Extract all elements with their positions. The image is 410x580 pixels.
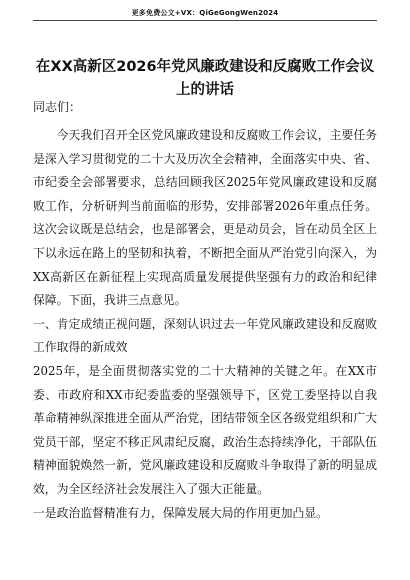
document-body — [33, 124, 377, 525]
section-heading-1: 一、肯定成绩正视问题，深刻认识过去一年党风廉政建设和反腐败工作取得的新成效 — [33, 316, 377, 355]
page-header: 更多免费公文+VX：QiGeGongWen2024 — [131, 9, 279, 17]
paragraph-political-supervision: 一是政治监督精准有力，保障发展大局的作用更加凸显。 — [33, 505, 328, 520]
document-title — [33, 56, 377, 102]
paragraph-2025-summary: 2025年，是全面贯彻落实党的二十大精神的关键之年。在XX市委、市政府和XX市纪委监委的坚强领导下，区党工委坚持以自我革命精神纵深推进全面从严治党，团结带领全区各级党组织和广大党员干部，坚定不移正风肃纪反腐，政治生态持续净化，干部队伍精神面貌焕然一新，党风廉政建设和反腐败斗争取得了新的明显成效，为全区经济社会发展注入了强大正能量。 — [33, 363, 377, 496]
header-divider — [33, 20, 377, 21]
paragraph-intro: 今天我们召开全区党风廉政建设和反腐败工作会议，主要任务是深入学习贯彻党的二十大及历次全会精神，全面落实中央、省、市纪委全会部署要求，总结回顾我区2025年党风廉政建设和反腐败工作，分析研判当前面临的形势，安排部署2026年重点任务。这次会议既是总结会，也是部署会，更是动员会，旨在动员全区上下以永远在路上的坚韧和执着，不断把全面从严治党引向深入，为XX高新区在新征程上实现高质量发展提供坚强有力的政治和纪律保障。下面，我讲三点意见。 — [33, 128, 377, 308]
title-line-1: 在XX高新区2026年党风廉政建设和反腐败工作会议 — [35, 59, 375, 75]
salutation: 同志们： — [33, 100, 82, 114]
title-line-2: 上的讲话 — [176, 82, 234, 98]
